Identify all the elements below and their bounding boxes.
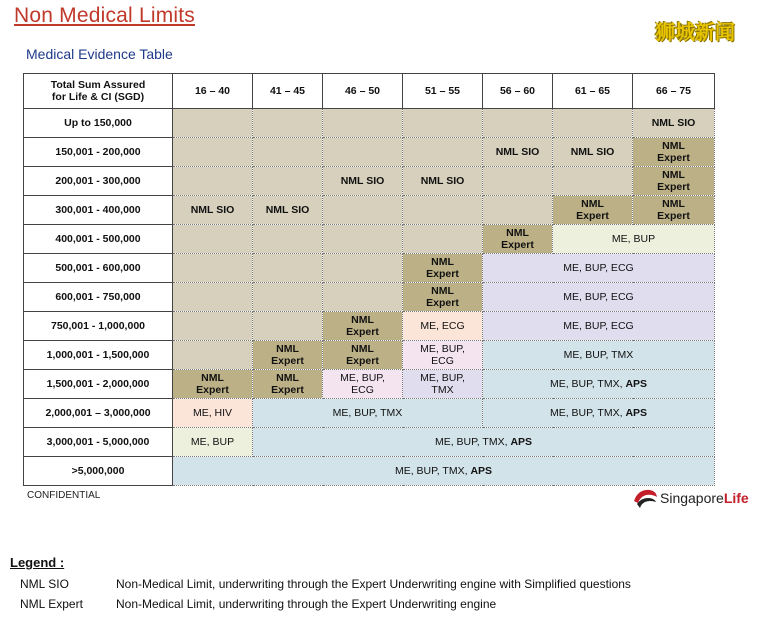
sum-assured-label: 500,001 - 600,000 [24, 254, 173, 283]
table-cell [173, 109, 253, 138]
nml-expert-cell [633, 167, 715, 196]
evidence-cell [173, 457, 715, 486]
nml-sio-cell: NML SIO [403, 167, 483, 196]
cell-text: Expert [346, 355, 379, 367]
evidence-cell: ME, BUP, TMX [483, 341, 715, 370]
cell-text: Expert [657, 152, 690, 164]
confidential-label: CONFIDENTIAL [27, 490, 101, 501]
table-cell [483, 196, 553, 225]
age-column-header: 51 – 55 [403, 74, 483, 109]
evidence-cell: ME, ECG [403, 312, 483, 341]
legend-item [20, 577, 631, 591]
cell-text: NML [662, 169, 685, 181]
table-cell [253, 109, 323, 138]
legend-description: Non-Medical Limit, underwriting through the Expert Underwriting engine [116, 597, 497, 611]
cell-text: ME, BUP, TMX, [434, 436, 508, 448]
corner-header-line1: Total Sum Assured [50, 79, 146, 91]
sum-assured-label: 750,001 - 1,000,000 [24, 312, 173, 341]
medical-evidence-table [23, 73, 715, 486]
cell-text: NML [431, 285, 454, 297]
table-cell [173, 283, 253, 312]
age-column-header: 56 – 60 [483, 74, 553, 109]
cell-text: ME, BUP, TMX, [549, 378, 623, 390]
cell-text: NML [662, 140, 685, 152]
evidence-cell: ME, BUP [173, 428, 253, 457]
cell-text: NML [201, 372, 224, 384]
nml-expert-cell [633, 138, 715, 167]
legend-description: Non-Medical Limit, underwriting through the Expert Underwriting engine with Simplified questions [116, 577, 631, 591]
nml-expert-cell [633, 196, 715, 225]
sum-assured-label: 1,500,001 - 2,000,000 [24, 370, 173, 399]
cell-text: Expert [501, 239, 534, 251]
table-row [24, 370, 715, 399]
cell-text-bold: APS [470, 465, 493, 477]
table-cell [173, 167, 253, 196]
watermark-text: 狮城新闻 [655, 20, 735, 44]
sum-assured-label: 150,001 - 200,000 [24, 138, 173, 167]
legend-item [20, 597, 496, 611]
evidence-cell: ME, BUP [553, 225, 715, 254]
legend-term: NML Expert [20, 597, 83, 611]
table-cell [253, 283, 323, 312]
logo-text [660, 490, 749, 506]
table-row [24, 138, 715, 167]
header-row [24, 74, 715, 109]
nml-expert-cell [253, 370, 323, 399]
cell-text: NML [506, 227, 529, 239]
table-cell [253, 138, 323, 167]
cell-text: NML [351, 314, 374, 326]
evidence-cell [403, 341, 483, 370]
table-cell [403, 196, 483, 225]
evidence-cell: ME, BUP, TMX [253, 399, 483, 428]
nml-expert-cell [553, 196, 633, 225]
sum-assured-label: 400,001 - 500,000 [24, 225, 173, 254]
table-cell [483, 167, 553, 196]
cell-text: NML [351, 343, 374, 355]
nml-expert-cell [323, 312, 403, 341]
table-cell [403, 109, 483, 138]
cell-text: NML [431, 256, 454, 268]
sum-assured-label: 2,000,001 – 3,000,000 [24, 399, 173, 428]
table-cell [483, 109, 553, 138]
cell-text: ME, BUP, TMX, [394, 465, 468, 477]
nml-sio-cell: NML SIO [483, 138, 553, 167]
cell-text: ME, BUP, TMX, [549, 407, 623, 419]
nml-sio-cell: NML SIO [633, 109, 715, 138]
cell-text: ECG [351, 384, 374, 396]
singapore-life-logo [632, 487, 749, 509]
cell-text: Expert [576, 210, 609, 222]
evidence-cell [483, 399, 715, 428]
table-row [24, 312, 715, 341]
cell-text: Expert [657, 210, 690, 222]
table-cell [253, 167, 323, 196]
table-subtitle: Medical Evidence Table [26, 46, 173, 62]
table-row [24, 225, 715, 254]
cell-text: Expert [271, 355, 304, 367]
table-row [24, 399, 715, 428]
table-cell [173, 341, 253, 370]
cell-text: Expert [271, 384, 304, 396]
nml-expert-cell [403, 283, 483, 312]
nml-expert-cell [483, 225, 553, 254]
nml-sio-cell: NML SIO [253, 196, 323, 225]
cell-text: NML [276, 372, 299, 384]
table-cell [323, 283, 403, 312]
logo-suffix: Life [723, 490, 749, 506]
evidence-cell: ME, BUP, ECG [483, 283, 715, 312]
sum-assured-label: 300,001 - 400,000 [24, 196, 173, 225]
nml-sio-cell: NML SIO [173, 196, 253, 225]
table-cell [173, 312, 253, 341]
table-cell [403, 138, 483, 167]
nml-expert-cell [323, 341, 403, 370]
cell-text-bold: APS [625, 378, 648, 390]
cell-text: ME, BUP, [420, 372, 465, 384]
age-column-header: 41 – 45 [253, 74, 323, 109]
sum-assured-label: 600,001 - 750,000 [24, 283, 173, 312]
cell-text: NML [662, 198, 685, 210]
age-column-header: 61 – 65 [553, 74, 633, 109]
cell-text: NML [581, 198, 604, 210]
table-row [24, 457, 715, 486]
lion-head-icon [632, 487, 658, 509]
logo-brand: Singapore [660, 490, 724, 506]
table-cell [403, 225, 483, 254]
table-row [24, 341, 715, 370]
sum-assured-label: 3,000,001 - 5,000,000 [24, 428, 173, 457]
cell-text: Expert [426, 297, 459, 309]
nml-expert-cell [253, 341, 323, 370]
cell-text: Expert [196, 384, 229, 396]
table-cell [323, 138, 403, 167]
table-cell [173, 254, 253, 283]
table-row [24, 109, 715, 138]
corner-header [24, 74, 173, 109]
cell-text-bold: APS [510, 436, 533, 448]
table-row [24, 283, 715, 312]
age-column-header: 16 – 40 [173, 74, 253, 109]
legend-term: NML SIO [20, 577, 69, 591]
sum-assured-label: >5,000,000 [24, 457, 173, 486]
age-column-header: 46 – 50 [323, 74, 403, 109]
table-cell [553, 167, 633, 196]
cell-text: ME, BUP, [340, 372, 385, 384]
table-row [24, 428, 715, 457]
table-cell [323, 225, 403, 254]
table-cell [323, 196, 403, 225]
cell-text: Expert [426, 268, 459, 280]
corner-header-line2: for Life & CI (SGD) [51, 91, 145, 103]
cell-text: Expert [346, 326, 379, 338]
evidence-cell: ME, BUP, ECG [483, 254, 715, 283]
cell-text: ECG [431, 355, 454, 367]
nml-expert-cell [403, 254, 483, 283]
sum-assured-label: Up to 150,000 [24, 109, 173, 138]
evidence-cell [253, 428, 715, 457]
cell-text: Expert [657, 181, 690, 193]
table-cell [253, 254, 323, 283]
sum-assured-label: 200,001 - 300,000 [24, 167, 173, 196]
table-row [24, 254, 715, 283]
nml-sio-cell: NML SIO [553, 138, 633, 167]
cell-text: TMX [431, 384, 454, 396]
page-title: Non Medical Limits [14, 4, 195, 27]
table-cell [323, 254, 403, 283]
table-cell [173, 225, 253, 254]
evidence-cell [483, 370, 715, 399]
sum-assured-label: 1,000,001 - 1,500,000 [24, 341, 173, 370]
age-column-header: 66 – 75 [633, 74, 715, 109]
table-cell [253, 225, 323, 254]
legend-title: Legend : [10, 555, 65, 570]
nml-sio-cell: NML SIO [323, 167, 403, 196]
table-cell [323, 109, 403, 138]
nml-expert-cell [173, 370, 253, 399]
evidence-cell: ME, HIV [173, 399, 253, 428]
cell-text: NML [276, 343, 299, 355]
table-row [24, 196, 715, 225]
table-row [24, 167, 715, 196]
evidence-cell [323, 370, 403, 399]
table-cell [553, 109, 633, 138]
cell-text: ME, BUP, [420, 343, 465, 355]
evidence-cell: ME, BUP, ECG [483, 312, 715, 341]
evidence-cell [403, 370, 483, 399]
table-cell [253, 312, 323, 341]
table-cell [173, 138, 253, 167]
cell-text-bold: APS [625, 407, 648, 419]
